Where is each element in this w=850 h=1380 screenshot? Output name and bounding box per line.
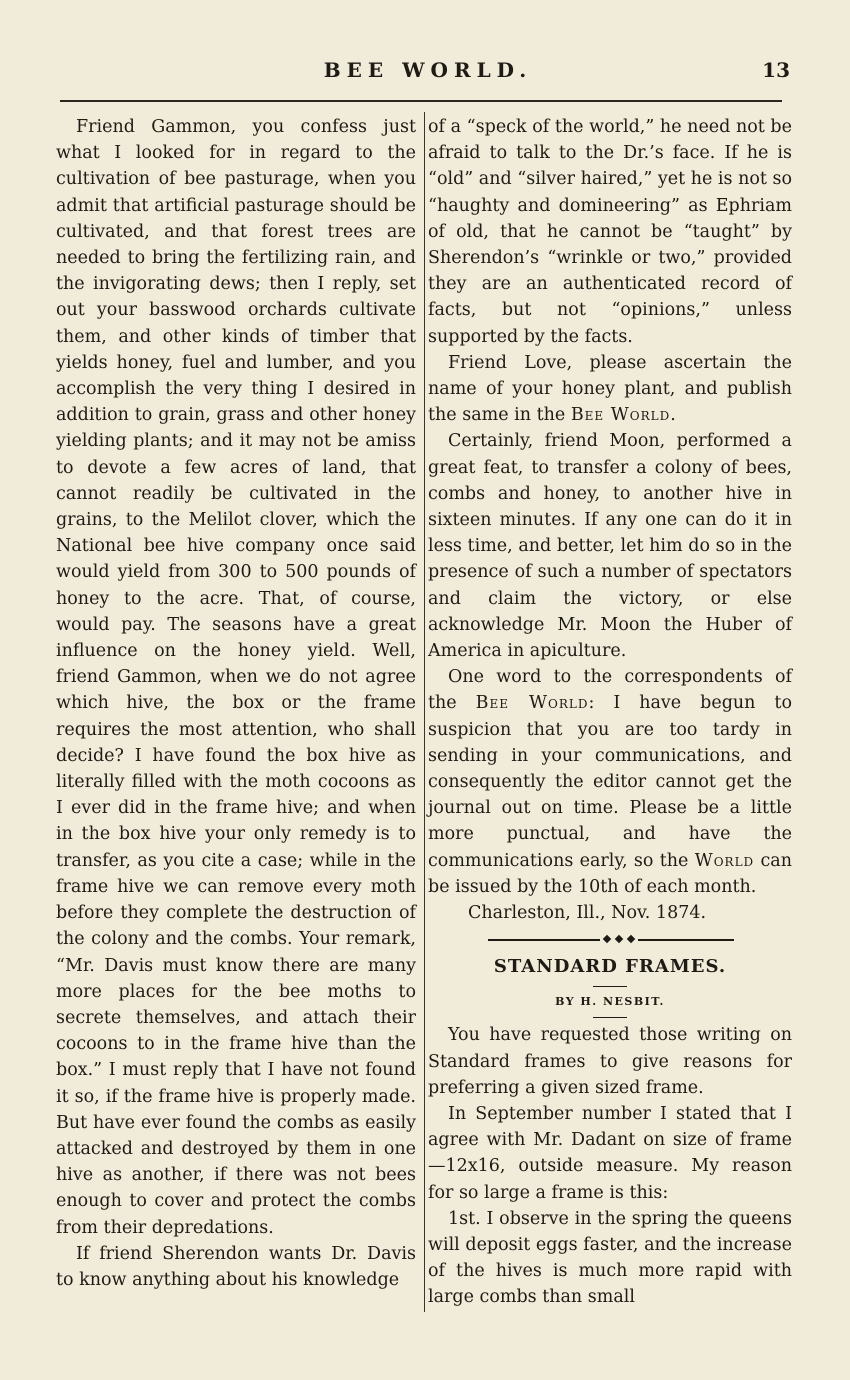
page-number: 13 bbox=[762, 58, 790, 82]
paragraph: If friend Sherendon wants Dr. Davis to know anything about his knowledge bbox=[56, 1243, 416, 1290]
left-column bbox=[56, 114, 416, 1293]
page-header bbox=[60, 58, 796, 94]
column-divider bbox=[424, 112, 425, 1312]
paragraph-text: Friend Love, please ascertain the name of your honey plant, and publish the same in the bbox=[428, 352, 792, 426]
paragraph: of a “speck of the world,” he need not be afraid to talk to the Dr.’s face. If he is “old” and “silver haired,” yet he is not so “haughty and domineering” as Ephriam of old, that he cannot be “taught” by Sherendon’s “wrinkle or two,” provided they are an authenticated record of facts, but not “opinions,” unless supported by the facts. bbox=[428, 117, 792, 347]
ornamental-rule bbox=[488, 936, 750, 944]
right-column bbox=[428, 114, 792, 1311]
short-rule bbox=[593, 986, 627, 987]
paragraph-text: One word to the correspondents of the bbox=[428, 667, 792, 714]
journal-name: Bee World bbox=[475, 693, 589, 714]
section-heading: STANDARD FRAMES. bbox=[493, 956, 727, 978]
byline: BY H. NESBIT. bbox=[555, 995, 665, 1009]
paragraph: 1st. I observe in the spring the queens will deposit eggs faster, and the increase of the hives is much more rapid with large combs than small bbox=[428, 1208, 792, 1308]
journal-name: Bee World bbox=[570, 405, 671, 426]
paragraph-text: . bbox=[670, 405, 676, 426]
running-title: BEE WORLD. bbox=[323, 58, 533, 82]
paragraph bbox=[428, 350, 792, 429]
header-rule bbox=[60, 100, 782, 102]
paragraph: Certainly, friend Moon, performed a great feat, to transfer a colony of bees, combs and honey, to another hive in sixteen minutes. If any one can do it in less time, and better, let him do so in the presence of such a number of spectators and claim the victory, or else acknowledge Mr. Moon the Huber of America in apiculture. bbox=[428, 431, 792, 662]
signature-location-date: Charleston, Ill., Nov. 1874. bbox=[468, 903, 707, 924]
ornament-diamond bbox=[627, 935, 635, 943]
ornament-line bbox=[638, 939, 734, 941]
ornament-diamond bbox=[603, 935, 611, 943]
ornament-line bbox=[488, 939, 600, 941]
journal-name: World bbox=[694, 850, 755, 871]
paragraph-text: : I have begun to suspicion that you are too tardy in sending in your communications, and consequently the editor cannot get the journal out on time. Please be a little more punctual, and have the communications early, so the bbox=[428, 693, 792, 871]
short-rule bbox=[593, 1017, 627, 1018]
paragraph: In September number I stated that I agree with Mr. Dadant on size of frame—12x16, outside measure. My reason for so large a frame is this: bbox=[428, 1103, 792, 1203]
ornament-diamond bbox=[615, 935, 623, 943]
paragraph-text: can be issued by the 10th of each month. bbox=[428, 850, 792, 897]
paragraph: Friend Gammon, you confess just what I looked for in regard to the cultivation of bee pasturage, when you admit that artificial pasturage should be cultivated, and that forest trees are needed to bring the fertilizing rain, and the invigorating dews; then I reply, set out your basswood orchards cultivate them, and other kinds of timber that yields honey, fuel and lumber, and you accomplish the very thing I desired in addition to grain, grass and other honey yielding plants; and it may not be amiss to devote a few acres of land, that cannot readily be cultivated in the grains, to the Melilot clover, which the National bee hive company once said would yield from 300 to 500 pounds of honey to the acre. That, of course, would pay. The seasons have a great influence on the honey yield. Well, friend Gammon, when we do not agree which hive, the box or the frame requires the most attention, who shall decide? I have found the box hive as literally filled with the moth cocoons as I ever did in the frame hive; and when in the box hive your only remedy is to transfer, as you cite a case; while in the frame hive we can remove every moth before they complete the destruction of the colony and the combs. Your remark, “Mr. Davis must know there are many more places for the bee moths to secrete themselves, and attach their cocoons to in the frame hive than the box.” I must reply that I have not found it so, if the frame hive is properly made. But have ever found the combs as easily attacked and destroyed by them in one hive as another, if there was not bees enough to cover and protect the combs from their depredations. bbox=[56, 117, 416, 1238]
paragraph bbox=[428, 664, 792, 900]
paragraph: You have requested those writing on Standard frames to give reasons for preferring a given sized frame. bbox=[428, 1025, 792, 1098]
